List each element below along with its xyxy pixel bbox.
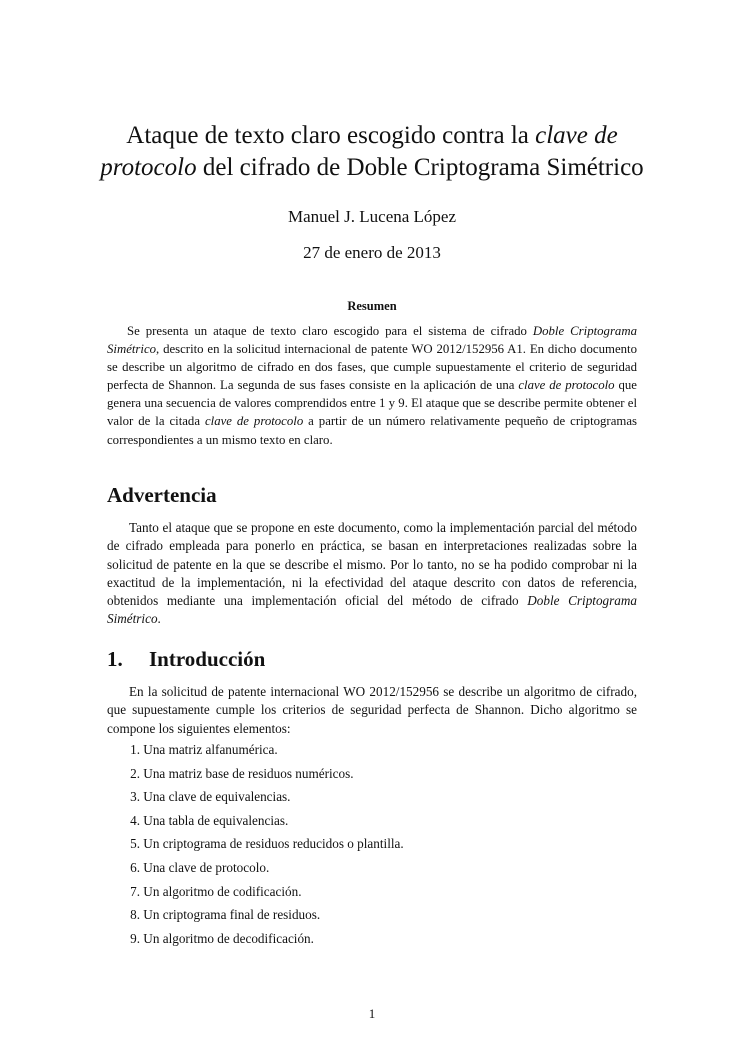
warning-text-run: Tanto el ataque que se propone en este documento, como la implementación parcial del método de cifrado empleada para ponerlo en práctica, se basan en interpretaciones realizadas sobre la solicitud de patente en la que se describe el mismo. Por lo tanto, no se ha podido comprobar ni la exactitud de la implementación, ni la efectividad del ataque descrito con datos de referencia, obtenidos mediante una implementación oficial del método de cifrado [107, 520, 637, 609]
list-text: Una clave de equivalencias. [143, 789, 291, 805]
warning-italic: Doble Criptograma Simétrico [107, 593, 637, 627]
list-text: Una matriz base de residuos numéricos. [143, 765, 354, 781]
title-text: Ataque de texto claro escogido contra la [126, 122, 536, 149]
list-number: 5. [130, 836, 140, 852]
section-number: 1. [107, 647, 123, 671]
list-item [107, 906, 404, 930]
list-number: 3. [130, 789, 140, 805]
list-number: 2. [130, 765, 140, 781]
list-text: Un criptograma de residuos reducidos o plantilla. [143, 836, 404, 852]
abstract-text [107, 322, 637, 449]
abstract-italic: clave de protocolo [518, 378, 615, 393]
list-item [107, 859, 404, 883]
warning-text-run: . [157, 611, 161, 627]
abstract-heading: Resumen [347, 299, 397, 313]
list-text: Una matriz alfanumérica. [143, 742, 278, 757]
page-number: 1 [368, 1006, 376, 1021]
list-number: 9. [130, 930, 140, 946]
abstract-text-run: , descrito en la solicitud internacional de patente WO 2012/152956 A1. En dicho documento se describe un algoritmo de cifrado en dos fases, que cumple supuestamente el criterio de seguridad perfecta de Shannon. La segunda de sus fases consiste en la aplicación de una [107, 342, 637, 393]
list-text: Un algoritmo de decodificación. [143, 930, 314, 946]
author: Manuel J. Lucena López [287, 207, 457, 226]
list-item [107, 930, 404, 954]
section-heading-advertencia: Advertencia [107, 483, 217, 507]
abstract-text-run: Se presenta un ataque de texto claro escogido para el sistema de cifrado [127, 324, 533, 338]
title-italic: clave de [535, 122, 618, 149]
date: 27 de enero de 2013 [303, 243, 441, 262]
section-title: Introducción [149, 647, 266, 671]
list-number: 8. [130, 907, 140, 923]
warning-paragraph [107, 519, 637, 629]
title-text: del cifrado de Doble Criptograma Simétrico [196, 154, 644, 181]
abstract-text-run: que genera una secuencia de valores comprendidos entre 1 y 9. El ataque que se describe permite obtener el valor de la citada [107, 378, 637, 429]
intro-paragraph: En la solicitud de patente internacional WO 2012/152956 se describe un algoritmo de cifrado, que supuestamente cumple los criterios de seguridad perfecta de Shannon. Dicho algoritmo se compone los siguientes elementos: [107, 684, 637, 736]
list-item [107, 788, 404, 812]
list-text: Una clave de protocolo. [143, 859, 270, 875]
list-text: Una tabla de equivalencias. [143, 812, 289, 828]
abstract-italic: Doble Criptograma Simétrico [107, 324, 637, 357]
elements-list [107, 741, 404, 953]
abstract-text-run: a partir de un número relativamente pequeño de criptogramas correspondientes a un mismo texto en claro. [107, 414, 637, 447]
title-italic: protocolo [100, 154, 197, 181]
list-text: Un algoritmo de codificación. [143, 883, 302, 899]
list-number: 4. [130, 812, 140, 828]
list-number: 7. [130, 883, 140, 899]
list-item [107, 741, 404, 765]
list-item [107, 765, 404, 789]
paper-title [60, 120, 684, 184]
list-number: 1. [130, 742, 140, 757]
list-item [107, 835, 404, 859]
list-number: 6. [130, 859, 140, 875]
section-heading-introduccion [107, 647, 265, 672]
abstract-italic: clave de protocolo [204, 414, 304, 429]
list-item [107, 812, 404, 836]
list-text: Un criptograma final de residuos. [143, 907, 321, 923]
list-item [107, 883, 404, 907]
